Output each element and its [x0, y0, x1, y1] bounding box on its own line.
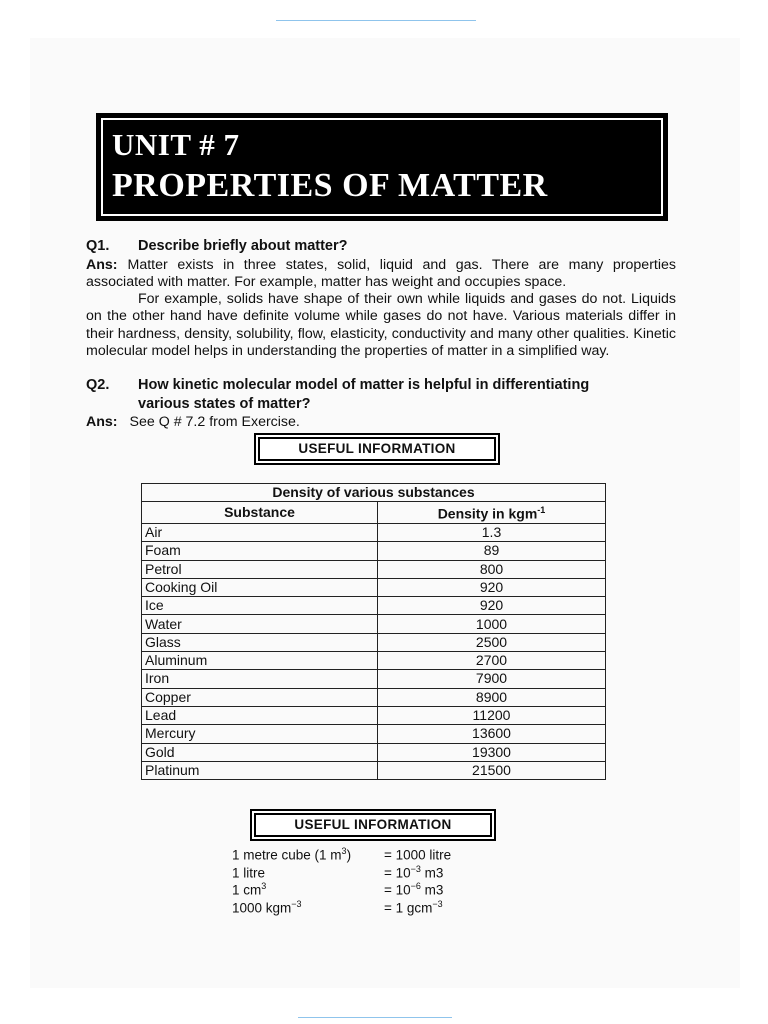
question-2-text-line-2: various states of matter?	[138, 396, 311, 412]
density-table	[141, 483, 606, 780]
conversion-left-exponent: −3	[291, 898, 302, 909]
conversion-left-exponent: 3	[261, 881, 267, 891]
conversion-left-text: 1000 kgm	[232, 900, 292, 915]
table-row	[142, 761, 606, 779]
table-row	[142, 743, 606, 761]
table-row	[142, 578, 606, 596]
table-row	[142, 615, 606, 633]
answer-2-label: Ans:	[86, 414, 118, 430]
answer-1-paragraph-1	[86, 257, 676, 292]
column-header-density-exponent: -1	[537, 505, 546, 516]
answer-1-label: Ans:	[86, 257, 118, 273]
conversion-left-text: 1 cm	[232, 882, 262, 898]
substance-cell: Copper	[142, 688, 378, 706]
density-cell: 7900	[378, 670, 606, 688]
answer-2-text: See Q # 7.2 from Exercise.	[129, 414, 300, 430]
table-row	[142, 633, 606, 651]
conversion-right-exponent: −3	[432, 898, 443, 909]
top-divider	[276, 20, 476, 21]
substance-cell: Mercury	[142, 725, 378, 743]
substance-cell: Cooking Oil	[142, 578, 378, 596]
density-cell: 89	[378, 542, 606, 560]
conversion-right-text: = 10	[384, 865, 411, 880]
density-cell: 19300	[378, 743, 606, 761]
bottom-divider	[298, 1017, 452, 1018]
unit-title: PROPERTIES OF MATTER	[112, 167, 548, 204]
column-header-substance: Substance	[142, 502, 378, 524]
substance-cell: Aluminum	[142, 652, 378, 670]
conversion-left-text: 1 litre	[232, 865, 266, 880]
substance-cell: Water	[142, 615, 378, 633]
question-1-number: Q1.	[86, 238, 110, 254]
density-cell: 21500	[378, 761, 606, 779]
conversion-right-tail: m3	[420, 865, 444, 880]
density-table-title: Density of various substances	[142, 484, 606, 502]
conversion-left-text: 1 metre cube (1 m	[232, 847, 342, 863]
density-cell: 920	[378, 578, 606, 596]
substance-cell: Foam	[142, 542, 378, 560]
conversion-row	[232, 896, 492, 914]
useful-information-box-1: USEFUL INFORMATION	[254, 433, 500, 465]
table-row	[142, 670, 606, 688]
density-cell: 800	[378, 560, 606, 578]
unit-conversions	[232, 843, 492, 913]
conversion-right	[384, 896, 443, 917]
substance-cell: Glass	[142, 633, 378, 651]
answer-2	[86, 414, 300, 430]
unit-number: UNIT # 7	[112, 127, 240, 162]
table-row	[142, 725, 606, 743]
conversion-right-text: = 10	[384, 882, 411, 898]
table-row	[142, 652, 606, 670]
density-cell: 2700	[378, 652, 606, 670]
conversion-row	[232, 843, 492, 861]
conversion-left	[232, 896, 302, 917]
conversion-row	[232, 861, 492, 879]
answer-1-text-1: Matter exists in three states, solid, liquid and gas. There are many properties associated with matter. For example, matter has weight and occupies space.	[86, 257, 676, 291]
substance-cell: Air	[142, 523, 378, 541]
density-cell: 1000	[378, 615, 606, 633]
substance-cell: Gold	[142, 743, 378, 761]
conversion-right-text: = 1 gcm	[384, 900, 433, 915]
density-cell: 13600	[378, 725, 606, 743]
density-cell: 1.3	[378, 523, 606, 541]
conversion-right-tail: m3	[420, 882, 444, 898]
substance-cell: Lead	[142, 706, 378, 724]
unit-banner	[96, 113, 668, 221]
density-cell: 2500	[378, 633, 606, 651]
table-row	[142, 706, 606, 724]
conversion-left-tail: )	[346, 847, 352, 863]
table-row	[142, 688, 606, 706]
conversion-right-exponent: −6	[410, 881, 421, 891]
question-2-number: Q2.	[86, 377, 110, 393]
question-2-text-line-1: How kinetic molecular model of matter is helpful in differentiating	[138, 377, 590, 393]
substance-cell: Ice	[142, 597, 378, 615]
column-header-density-text: Density in kgm	[437, 505, 538, 522]
density-cell: 920	[378, 597, 606, 615]
table-row	[142, 542, 606, 560]
substance-cell: Iron	[142, 670, 378, 688]
conversion-left-exponent: 3	[341, 846, 347, 856]
table-row	[142, 597, 606, 615]
density-cell: 8900	[378, 688, 606, 706]
useful-information-box-2: USEFUL INFORMATION	[250, 809, 496, 841]
density-cell: 11200	[378, 706, 606, 724]
answer-1-paragraph-2: For example, solids have shape of their own while liquids and gases do not. Liquids on the other hand have definite volume while gases do not have. Various materials differ in their hardness, density, solubility, flow, elasticity, conductivity and many other qualities. Kinetic molecular model helps in understanding the properties of matter in a simplified way.	[86, 291, 676, 360]
question-1-text: Describe briefly about matter?	[138, 238, 348, 254]
substance-cell: Petrol	[142, 560, 378, 578]
table-row	[142, 523, 606, 541]
conversion-right-text: = 1000 litre	[384, 847, 452, 863]
table-row	[142, 560, 606, 578]
substance-cell: Platinum	[142, 761, 378, 779]
conversion-right-exponent: −3	[410, 863, 421, 874]
conversion-row	[232, 878, 492, 896]
column-header-density	[378, 502, 606, 524]
